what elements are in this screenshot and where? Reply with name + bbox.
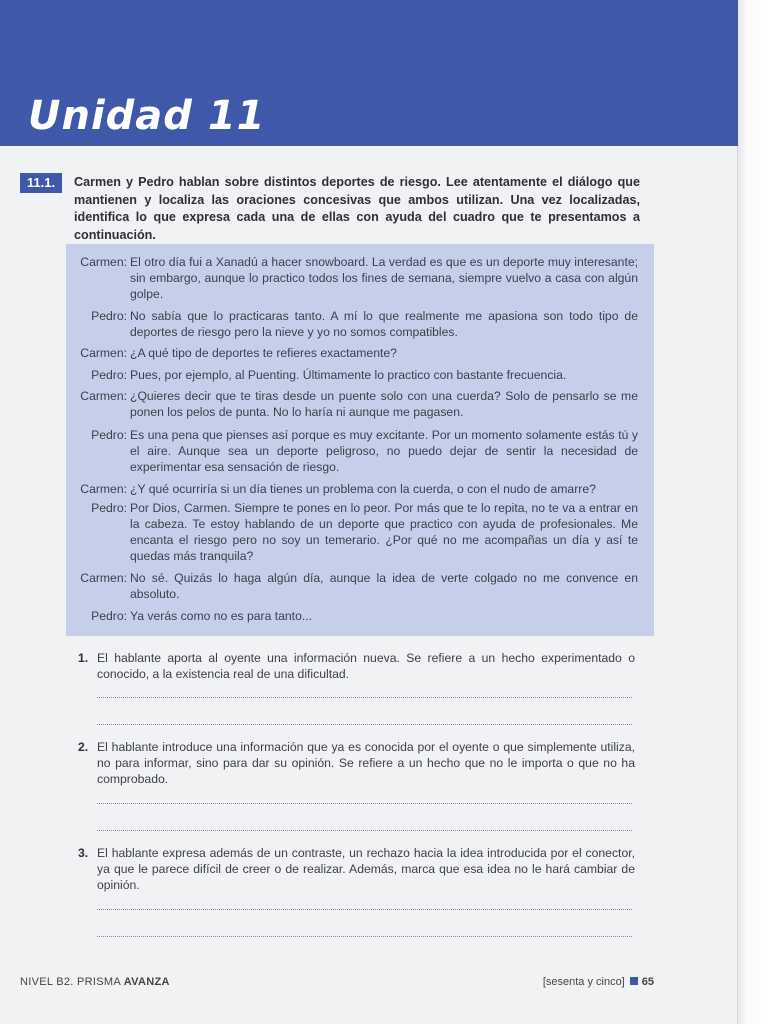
- answer-line[interactable]: [97, 697, 632, 698]
- square-icon: [630, 977, 638, 985]
- speaker-name: Pedro:: [91, 428, 127, 442]
- speaker-name: Carmen:: [80, 346, 127, 360]
- speaker-name: Carmen:: [80, 389, 127, 403]
- footer-page-info: [543, 976, 654, 988]
- speaker-name: Pedro:: [91, 309, 127, 323]
- speaker-name: Pedro:: [91, 609, 127, 623]
- speaker-name: Pedro:: [91, 368, 127, 382]
- speech-text: El otro día fui a Xanadú a hacer snowboard. La verdad es que es un deporte muy interesante; sin embargo, aunque lo practico todos los fines de semana, siempre vuelvo a casa con algún golpe.: [130, 255, 638, 301]
- exercise-instructions: Carmen y Pedro hablan sobre distintos deportes de riesgo. Lee atentamente el diálogo que mantienen y localiza las oraciones concesivas que ambos utilizan. Una vez localizadas, identifica lo que expresa cada una de ellas con ayuda del cuadro que te presentamos a continuación.: [74, 175, 640, 242]
- speech-text: Es una pena que pienses así porque es muy excitante. Por un momento solamente estás tú y el aire. Aunque sea un deporte peligroso, no puedo dejar de sentir la necesidad de experimentar esa sensación de riesgo.: [130, 428, 638, 474]
- speech-text: ¿Quieres decir que te tiras desde un puente solo con una cuerda? Solo de pensarlo se me ponen los pelos de punta. No lo haría ni aunque me pagasen.: [130, 389, 638, 419]
- speaker-name: Carmen:: [80, 255, 127, 269]
- answer-line[interactable]: [97, 936, 632, 937]
- footer-level: NIVEL B2. PRISMA: [20, 976, 124, 988]
- answer-line[interactable]: [97, 724, 632, 725]
- question-number: 3.: [78, 846, 89, 860]
- page-number: 65: [641, 976, 654, 988]
- footer-book-name: AVANZA: [123, 976, 170, 988]
- speaker-name: Carmen:: [80, 482, 127, 496]
- footer-book-info: [20, 976, 170, 988]
- page-edge: [737, 0, 768, 1024]
- answer-line[interactable]: [97, 909, 632, 910]
- speech-text: No sabía que lo practicaras tanto. A mí lo que realmente me apasiona son todo tipo de deportes de riesgo pero la nieve y yo no somos compatibles.: [130, 309, 638, 339]
- question-number: 2.: [78, 740, 89, 754]
- speech-text: Por Dios, Carmen. Siempre te pones en lo peor. Por más que te lo repita, no te va a entrar en la cabeza. Te estoy hablando de un deporte que practico con ayuda de profesionales. Me encanta el riesgo pero no soy un temerario. ¿Por qué no me acompañas un día y así te quedas más tranquila?: [130, 501, 638, 563]
- header-band: [0, 0, 738, 146]
- speech-text: No sé. Quizás lo haga algún día, aunque la idea de verte colgado no me convence en absoluto.: [130, 571, 638, 601]
- question-number: 1.: [78, 651, 89, 665]
- footer-page-words: [sesenta y cinco]: [542, 976, 625, 988]
- speaker-name: Pedro:: [91, 501, 127, 515]
- speech-text: ¿A qué tipo de deportes te refieres exactamente?: [130, 346, 397, 360]
- speech-text: ¿Y qué ocurriría si un día tienes un problema con la cuerda, o con el nudo de amarre?: [130, 482, 596, 496]
- answer-line[interactable]: [97, 830, 632, 831]
- exercise-number-badge: 11.1.: [20, 173, 62, 193]
- dialogue-box: [66, 244, 654, 636]
- answer-line[interactable]: [97, 803, 632, 804]
- question-text: El hablante expresa además de un contraste, un rechazo hacia la idea introducida por el conector, ya que le parece difícil de creer o de realizar. Además, marca que esa idea no le hará cambiar de opinión.: [97, 846, 635, 892]
- speech-text: Ya verás como no es para tanto...: [130, 609, 313, 623]
- question-text: El hablante aporta al oyente una información nueva. Se refiere a un hecho experimentado o conocido, a la existencia real de una dificultad.: [97, 651, 635, 681]
- speaker-name: Carmen:: [80, 571, 127, 585]
- unit-title: Unidad 11: [28, 93, 266, 139]
- question-text: El hablante introduce una información que ya es conocida por el oyente o que simplemente utiliza, no para informar, sino para dar su opinión. Se refiere a un hecho que no le importa o que no ha comprobado.: [97, 740, 635, 786]
- speech-text: Pues, por ejemplo, al Puenting. Últimamente lo practico con bastante frecuencia.: [130, 368, 567, 382]
